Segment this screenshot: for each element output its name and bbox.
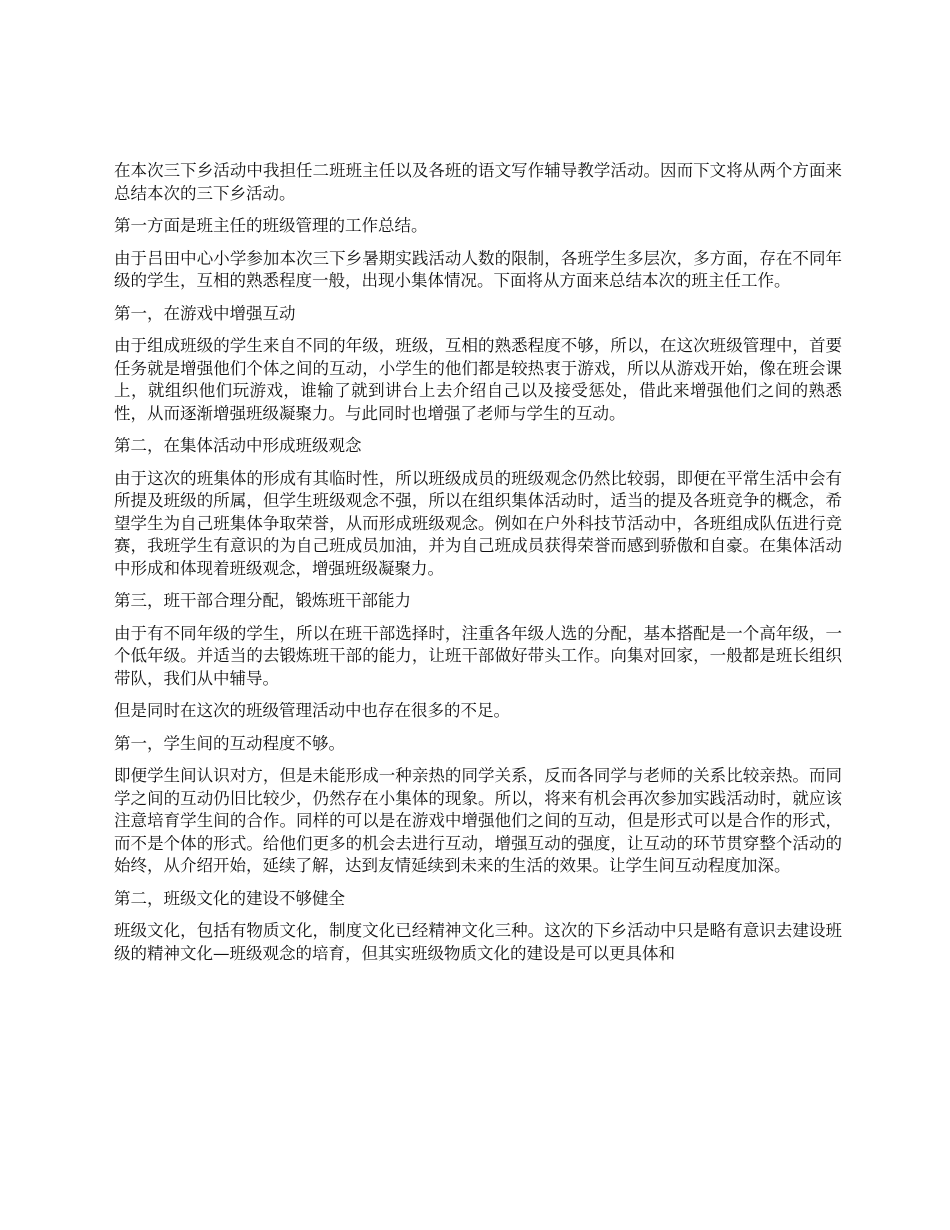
heading-first-interaction: 第一，学生间的互动程度不够。 [114, 733, 345, 753]
document-page [114, 160, 842, 975]
heading-second-collective: 第二，在集体活动中形成班级观念 [114, 436, 362, 455]
paragraph-games: 由于组成班级的学生来自不同的年级，班级，互相的熟悉程度不够，所以，在这次班级管理中，首要任务就是增强他们个体之间的互动，小学生的他们都是较热衷于游戏，所以从游戏开始，像在班会课上，就组织他们玩游戏，谁输了就到讲台上去介绍自己以及接受惩处，借此来增强他们之间的熟悉性，从而逐渐增强班级凝聚力。与此同时也增强了老师与学生的互动。 [114, 336, 842, 423]
heading-first-games: 第一，在游戏中增强互动 [114, 303, 296, 323]
paragraph-shortcomings: 但是同时在这次的班级管理活动中也存在很多的不足。 [114, 701, 510, 720]
paragraph-cadres: 由于有不同年级的学生，所以在班干部选择时，注重各年级人选的分配，基本搭配是一个高年级，一个低年级。并适当的去锻炼班干部的能力，让班干部做好带头工作。向集对回家，一般都是班长组织带队，我们从中辅导。 [114, 623, 842, 688]
paragraph-collective: 由于这次的班集体的形成有其临时性，所以班级成员的班级观念仍然比较弱，即便在平常生活中会有所提及班级的所属，但学生班级观念不强，所以在组织集体活动时，适当的提及各班竞争的概念，希望学生为自己班集体争取荣誉，从而形成班级观念。例如在户外科技节活动中，各班组成队伍进行竞赛，我班学生有意识的为自己班成员加油，并为自己班成员获得荣誉而感到骄傲和自豪。在集体活动中形成和体现着班级观念，增强班级凝聚力。 [114, 468, 842, 578]
paragraph-intro: 在本次三下乡活动中我担任二班班主任以及各班的语文写作辅导教学活动。因而下文将从两个方面来总结本次的三下乡活动。 [114, 161, 842, 203]
heading-third-cadres: 第三，班干部合理分配，锻炼班干部能力 [114, 591, 411, 610]
section-heading-class-management: 第一方面是班主任的班级管理的工作总结。 [114, 216, 428, 235]
heading-second-culture: 第二，班级文化的建设不够健全 [114, 888, 345, 908]
paragraph-background: 由于吕田中心小学参加本次三下乡暑期实践活动人数的限制，各班学生多层次，多方面，存在不同年级的学生，互相的熟悉程度一般，出现小集体情况。下面将从方面来总结本次的班主任工作。 [114, 248, 842, 290]
paragraph-interaction: 即便学生间认识对方，但是未能形成一种亲热的同学关系，反而各同学与老师的关系比较亲热。而同学之间的互动仍旧比较少，仍然存在小集体的现象。所以，将来有机会再次参加实践活动时，就应该注意培育学生间的合作。同样的可以是在游戏中增强他们之间的互动，但是形式可以是合作的形式，而不是个体的形式。给他们更多的机会去进行互动，增强互动的强度，让互动的环节贯穿整个活动的始终，从介绍开始，延续了解，达到友情延续到未来的生活的效果。让学生间互动程度加深。 [114, 766, 842, 875]
paragraph-culture: 班级文化，包括有物质文化，制度文化已经精神文化三种。这次的下乡活动中只是略有意识去建设班级的精神文化—班级观念的培育，但其实班级物质文化的建设是可以更具体和 [114, 921, 842, 963]
